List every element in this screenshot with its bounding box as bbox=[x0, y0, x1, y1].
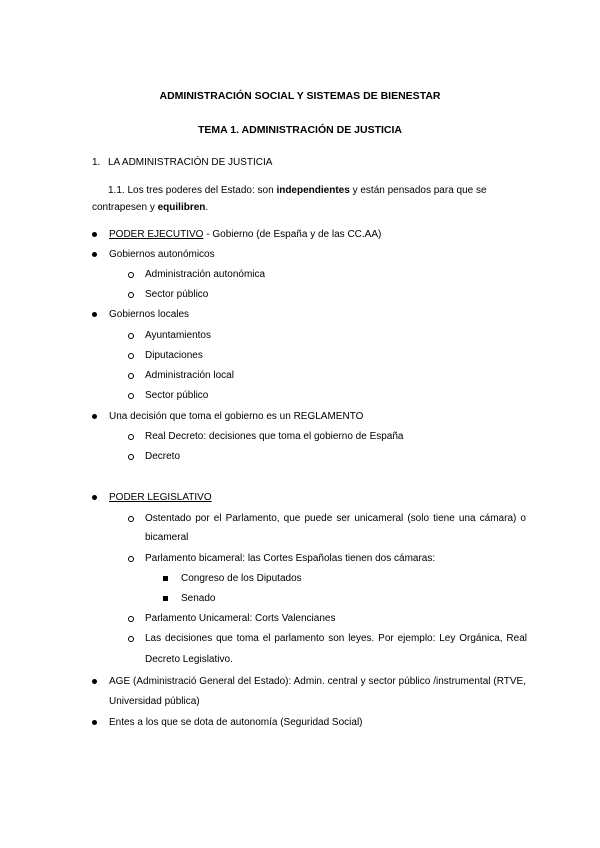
circle-bullet-icon bbox=[128, 434, 134, 440]
legislativo-label: PODER LEGISLATIVO bbox=[109, 492, 212, 503]
entes-item: Entes a los que se dota de autonomía (Seguridad Social) bbox=[109, 717, 363, 728]
gob-local-item: Sector público bbox=[145, 390, 209, 401]
intro-line-2 bbox=[92, 202, 208, 214]
legislativo-item-4-line-2: Decreto Legislativo. bbox=[145, 654, 233, 665]
decision-item: Decreto bbox=[145, 451, 181, 462]
square-bullet-icon bbox=[163, 576, 168, 581]
circle-bullet-icon bbox=[128, 454, 134, 460]
bullet-icon bbox=[92, 232, 97, 237]
circle-bullet-icon bbox=[128, 516, 134, 522]
legislativo-item-3: Parlamento Unicameral: Corts Valencianes bbox=[145, 613, 336, 624]
square-bullet-icon bbox=[163, 596, 168, 601]
circle-bullet-icon bbox=[128, 373, 134, 379]
gob-local-item: Administración local bbox=[145, 370, 234, 381]
legislativo-item-1-line-1: Ostentado por el Parlamento, que puede ser unicameral (solo tiene una cámara) o bbox=[145, 513, 526, 524]
legislativo-item-4-line-1: Las decisiones que toma el parlamento son leyes. Por ejemplo: Ley Orgánica, Real bbox=[145, 633, 527, 644]
bullet-icon bbox=[92, 679, 97, 684]
bullet-icon bbox=[92, 414, 97, 419]
circle-bullet-icon bbox=[128, 333, 134, 339]
bullet-icon bbox=[92, 720, 97, 725]
intro-text: y están pensados para que se bbox=[349, 185, 487, 196]
bullet-icon bbox=[92, 312, 97, 317]
intro-text: . bbox=[205, 202, 209, 213]
ejecutivo-item bbox=[109, 229, 381, 241]
circle-bullet-icon bbox=[128, 353, 134, 359]
decision-item: Real Decreto: decisiones que toma el gobierno de España bbox=[145, 431, 404, 442]
gob-auto-item: Sector público bbox=[145, 289, 209, 300]
ejecutivo-label: PODER EJECUTIVO bbox=[109, 229, 204, 240]
intro-bold-independientes: independientes bbox=[276, 185, 350, 196]
document-subtitle: TEMA 1. ADMINISTRACIÓN DE JUSTICIA bbox=[198, 124, 402, 136]
ejecutivo-rest: - Gobierno (de España y de las CC.AA) bbox=[203, 229, 382, 240]
legislativo-sub-item: Congreso de los Diputados bbox=[181, 573, 302, 584]
intro-text: contrapesen y bbox=[92, 202, 158, 213]
section-heading: LA ADMINISTRACIÓN DE JUSTICIA bbox=[108, 157, 273, 168]
circle-bullet-icon bbox=[128, 556, 134, 562]
gob-local-item: Ayuntamientos bbox=[145, 330, 211, 341]
bullet-icon bbox=[92, 495, 97, 500]
gob-local-item: Diputaciones bbox=[145, 350, 203, 361]
circle-bullet-icon bbox=[128, 292, 134, 298]
intro-bold-equilibren: equilibren bbox=[157, 202, 206, 213]
legislativo-sub-item: Senado bbox=[181, 593, 216, 604]
intro-line-1 bbox=[108, 185, 487, 197]
gob-auto-item: Administración autonómica bbox=[145, 269, 266, 280]
gob-auto-label: Gobiernos autonómicos bbox=[109, 249, 215, 260]
circle-bullet-icon bbox=[128, 636, 134, 642]
age-line-1: AGE (Administració General del Estado): Admin. central y sector público /instrumental (RTVE, bbox=[109, 676, 526, 687]
bullet-icon bbox=[92, 252, 97, 257]
circle-bullet-icon bbox=[128, 393, 134, 399]
document-title: ADMINISTRACIÓN SOCIAL Y SISTEMAS DE BIENESTAR bbox=[159, 90, 441, 102]
gob-local-label: Gobiernos locales bbox=[109, 309, 190, 320]
circle-bullet-icon bbox=[128, 272, 134, 278]
intro-text: 1.1. Los tres poderes del Estado: son bbox=[108, 185, 277, 196]
section-number: 1. bbox=[92, 157, 101, 168]
circle-bullet-icon bbox=[128, 616, 134, 622]
decision-label: Una decisión que toma el gobierno es un REGLAMENTO bbox=[109, 411, 364, 422]
legislativo-item-2: Parlamento bicameral: las Cortes Españolas tienen dos cámaras: bbox=[145, 553, 436, 564]
legislativo-item-1-line-2: bicameral bbox=[145, 532, 189, 543]
age-line-2: Universidad pública) bbox=[109, 696, 200, 707]
